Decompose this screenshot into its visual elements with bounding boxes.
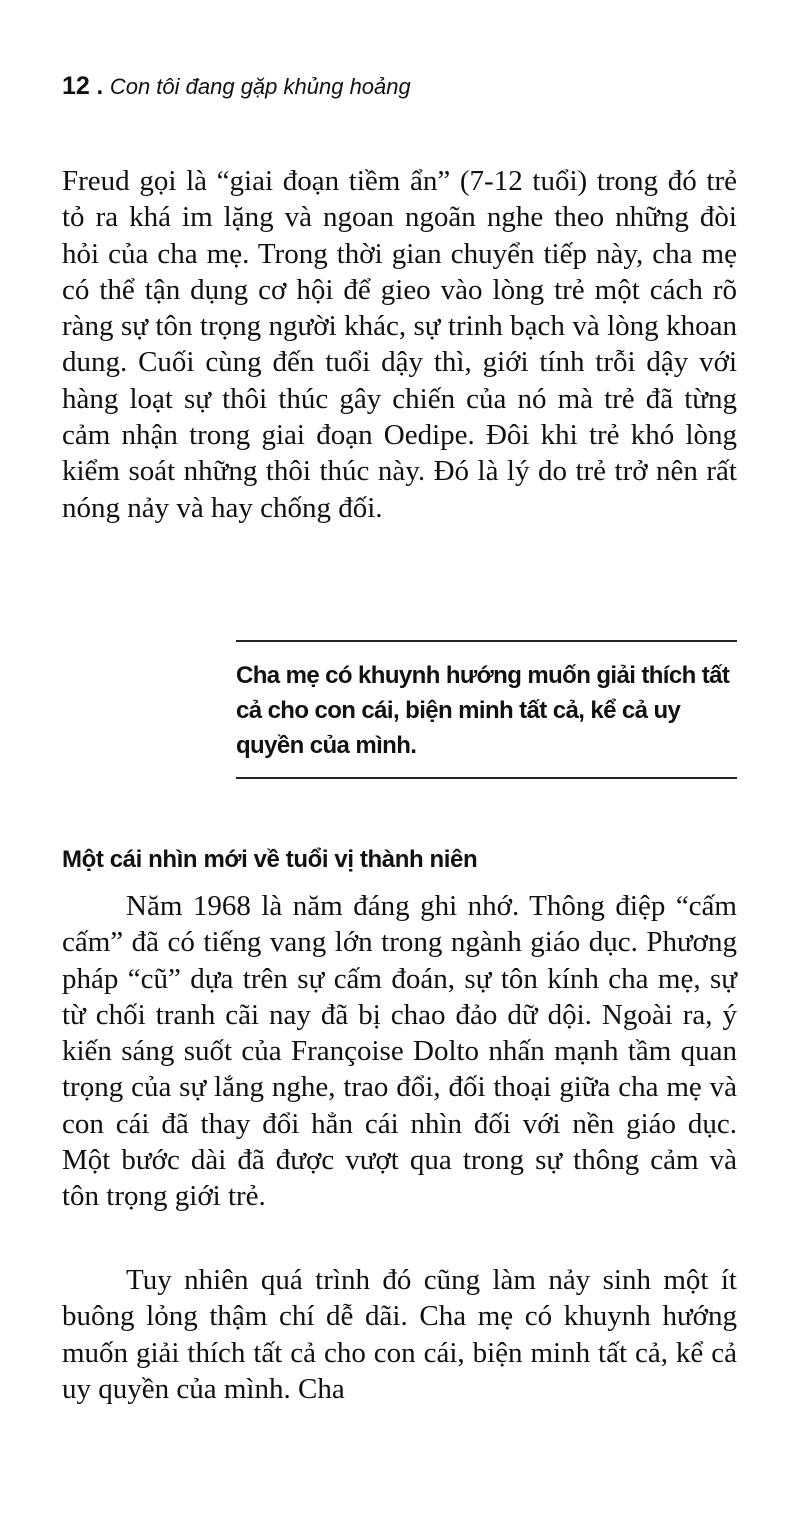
running-title: Con tôi đang gặp khủng hoảng <box>109 74 411 99</box>
running-header <box>62 72 411 101</box>
intro-paragraph: Freud gọi là “giai đoạn tiềm ẩn” (7-12 tuổi) trong đó trẻ tỏ ra khá im lặng và ngoan ngoãn nghe theo những đòi hỏi của cha mẹ. Trong thời gian chuyển tiếp này, cha mẹ có thể tận dụng cơ hội để gieo vào lòng trẻ một cách rõ ràng sự tôn trọng người khác, sự trinh bạch và lòng khoan dung. Cuối cùng đến tuổi dậy thì, giới tính trỗi dậy với hàng loạt sự thôi thúc gây chiến của nó mà trẻ đã từng cảm nhận trong giai đoạn Oedipe. Đôi khi trẻ khó lòng kiểm soát những thôi thúc này. Đó là lý do trẻ trở nên rất nóng nảy và hay chống đối. <box>62 165 737 524</box>
section-paragraph: Tuy nhiên quá trình đó cũng làm nảy sinh một ít buông lỏng thậm chí dễ dãi. Cha mẹ có khuynh hướng muốn giải thích tất cả cho con cái, biện minh tất cả, kể cả uy quyền của mình. Cha <box>62 1264 737 1405</box>
section-heading: Một cái nhìn mới về tuổi vị thành niên <box>62 846 478 873</box>
pull-quote-text: Cha mẹ có khuynh hướng muốn giải thích tất cả cho con cái, biện minh tất cả, kể cả uy quyền của mình. <box>236 662 730 759</box>
pull-quote <box>236 640 737 779</box>
page-number: 12 <box>62 72 90 100</box>
section-paragraph: Năm 1968 là năm đáng ghi nhớ. Thông điệp “cấm cấm” đã có tiếng vang lớn trong ngành giáo dục. Phương pháp “cũ” dựa trên sự cấm đoán, sự tôn kính cha mẹ, sự từ chối tranh cãi nay đã bị chao đảo dữ dội. Ngoài ra, ý kiến sáng suốt của Françoise Dolto nhấn mạnh tầm quan trọng của sự lắng nghe, trao đổi, đối thoại giữa cha mẹ và con cái đã thay đổi hẳn cái nhìn đối với nền giáo dục. Một bước dài đã được vượt qua trong sự thông cảm và tôn trọng giới trẻ. <box>62 890 737 1213</box>
header-separator: . <box>89 73 110 100</box>
